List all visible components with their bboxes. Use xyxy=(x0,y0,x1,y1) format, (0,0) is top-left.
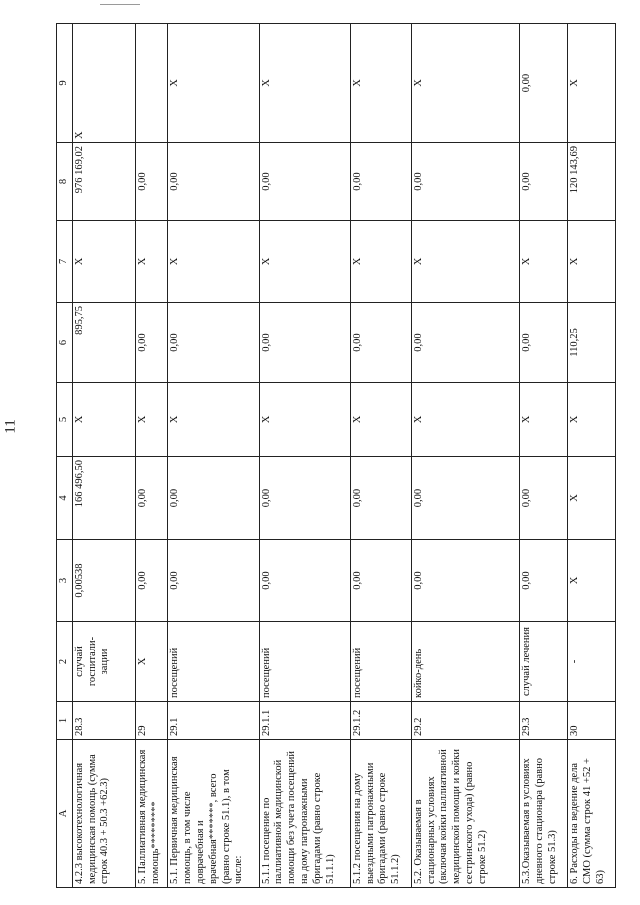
table-cell: 0,00 xyxy=(259,457,350,540)
table-cell: 0,00 xyxy=(411,143,520,221)
row-label: 4.2.3 высокотехнологичная медицинская помощь (сумма строк 40.3 + 50.3 +62.3) xyxy=(72,740,135,888)
column-header: 3 xyxy=(57,540,73,622)
row-label: 5.3.Оказываемая в условиях дневного стационара (равно строке 51.3) xyxy=(520,740,568,888)
unit-cell: посещений xyxy=(168,622,259,702)
table-cell: Х xyxy=(411,383,520,457)
table-cell: Х xyxy=(568,24,616,143)
column-header: 7 xyxy=(57,221,73,303)
table-row xyxy=(411,24,520,888)
unit-cell: случай лечения xyxy=(520,622,568,702)
table-cell: Х xyxy=(411,24,520,143)
row-label: 5. Паллиативная медицинская помощь********* xyxy=(135,740,168,888)
column-header: 8 xyxy=(57,143,73,221)
table-cell: 0,00 xyxy=(520,540,568,622)
table-row xyxy=(135,24,168,888)
row-code: 29.1.2 xyxy=(350,702,411,740)
table-cell: Х xyxy=(568,540,616,622)
unit-cell: Х xyxy=(135,622,168,702)
table-cell: 0,00 xyxy=(411,540,520,622)
table-cell: 0,00 xyxy=(135,303,168,383)
table-cell: 0,00 xyxy=(135,457,168,540)
table-cell: Х xyxy=(135,383,168,457)
table-cell: 0,00 xyxy=(259,540,350,622)
data-table xyxy=(56,23,616,888)
unit-cell: случай госпитали-зации xyxy=(72,622,135,702)
row-code: 29.1 xyxy=(168,702,259,740)
table-cell: Х xyxy=(168,24,259,143)
table-cell: Х xyxy=(350,221,411,303)
table-cell: Х xyxy=(520,383,568,457)
row-label: 5.1.1 посещение по паллиативной медицинской помощи без учета посещений на дому патронажными бригадами (равно строке 51.1.1) xyxy=(259,740,350,888)
table-cell: 0,00 xyxy=(520,24,568,143)
table-cell: 0,00 xyxy=(520,457,568,540)
page-number: 11 xyxy=(2,419,19,434)
row-code: 29 xyxy=(135,702,168,740)
table-cell: 0,00 xyxy=(350,143,411,221)
table-cell: Х xyxy=(72,221,135,303)
row-label: 5.1.2 посещения на дому выездными патронажными бригадами (равно строке 51.1.2) xyxy=(350,740,411,888)
header-row xyxy=(57,24,73,888)
table-cell: 0,00 xyxy=(350,540,411,622)
table-cell: 120 143,69 xyxy=(568,143,616,221)
row-label: 6. Расходы на ведение дела СМО (сумма строк 41 +52 + 63) xyxy=(568,740,616,888)
rotated-table-wrapper xyxy=(56,24,616,888)
row-code: 29.2 xyxy=(411,702,520,740)
column-header: 6 xyxy=(57,303,73,383)
unit-cell: койко-день xyxy=(411,622,520,702)
table-cell: 0,00 xyxy=(168,303,259,383)
table-cell: 0,00 xyxy=(168,143,259,221)
column-header: 1 xyxy=(57,702,73,740)
unit-cell: - xyxy=(568,622,616,702)
table-row xyxy=(168,24,259,888)
table-cell: 0,00 xyxy=(135,143,168,221)
table-cell: Х xyxy=(350,383,411,457)
table-cell: Х xyxy=(259,24,350,143)
table-cell: Х xyxy=(72,383,135,457)
column-header: 4 xyxy=(57,457,73,540)
table-cell xyxy=(135,24,168,143)
table-cell: Х xyxy=(568,457,616,540)
unit-cell: посещений xyxy=(259,622,350,702)
column-header: 2 xyxy=(57,622,73,702)
table-cell: 976 169,02 xyxy=(72,143,135,221)
row-code: 30 xyxy=(568,702,616,740)
table-cell: 0,00 xyxy=(411,457,520,540)
table-cell: 0,00 xyxy=(259,143,350,221)
table-cell: 166 496,50 xyxy=(72,457,135,540)
table-cell: Х xyxy=(259,221,350,303)
table-row xyxy=(520,24,568,888)
row-code: 29.1.1 xyxy=(259,702,350,740)
table-row xyxy=(350,24,411,888)
table-cell: 0,00 xyxy=(168,540,259,622)
table-cell: Х xyxy=(520,221,568,303)
column-header: 9 xyxy=(57,24,73,143)
table-cell: Х xyxy=(72,24,135,143)
table-cell: Х xyxy=(350,24,411,143)
table-row xyxy=(259,24,350,888)
table-cell: Х xyxy=(259,383,350,457)
table-cell: 0,00 xyxy=(520,303,568,383)
table-cell: 0,00538 xyxy=(72,540,135,622)
row-label: 5.1. Первичная медицинская помощь, в том числе доврачебная и врачебная*******, всего (равно строке 51.1), в том числе: xyxy=(168,740,259,888)
column-header: A xyxy=(57,740,73,888)
table-cell: Х xyxy=(411,221,520,303)
row-label: 5.2. Оказываемая в стационарных условиях (включая койки паллиативной медицинской помощи и койки сестринского ухода) (равно строке 51.2) xyxy=(411,740,520,888)
table-cell: 0,00 xyxy=(350,457,411,540)
table-cell: 0,00 xyxy=(350,303,411,383)
unit-cell: посещений xyxy=(350,622,411,702)
table-cell: Х xyxy=(135,221,168,303)
scan-speck xyxy=(100,4,140,5)
table-cell: 895,75 xyxy=(72,303,135,383)
row-code: 28.3 xyxy=(72,702,135,740)
table-cell: 0,00 xyxy=(259,303,350,383)
table-row xyxy=(568,24,616,888)
table-cell: 0,00 xyxy=(520,143,568,221)
column-header: 5 xyxy=(57,383,73,457)
table-cell: Х xyxy=(168,383,259,457)
row-code: 29.3 xyxy=(520,702,568,740)
table-row xyxy=(72,24,135,888)
table-cell: Х xyxy=(568,221,616,303)
table-cell: 0,00 xyxy=(135,540,168,622)
table-cell: 0,00 xyxy=(411,303,520,383)
table-cell: Х xyxy=(568,383,616,457)
table-cell: Х xyxy=(168,221,259,303)
table-cell: 0,00 xyxy=(168,457,259,540)
table-cell: 110,25 xyxy=(568,303,616,383)
